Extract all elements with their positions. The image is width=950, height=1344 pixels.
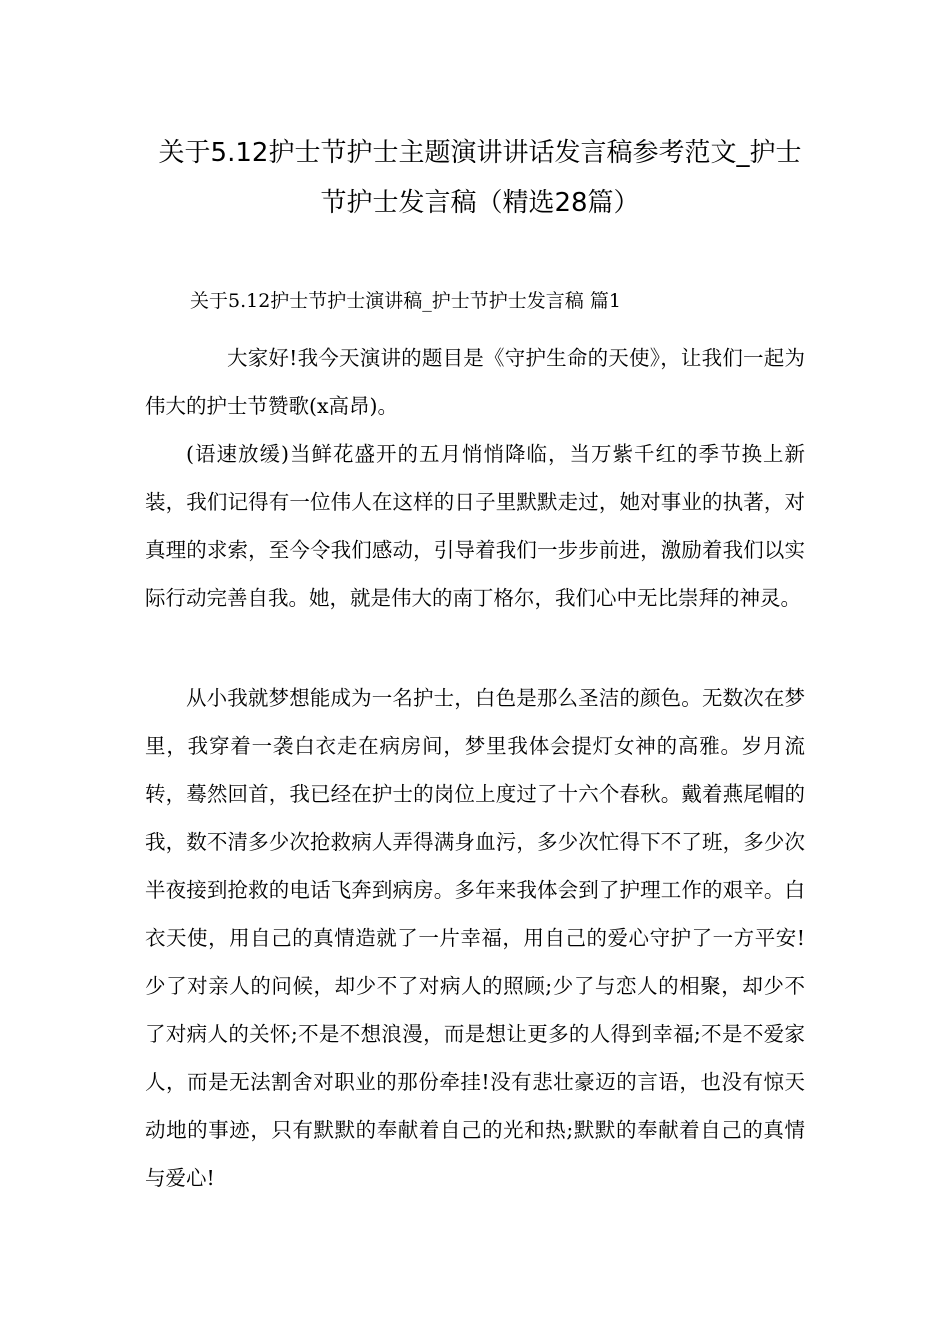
paragraph: 大家好!我今天演讲的题目是《守护生命的天使》，让我们一起为伟大的护士节赞歌(x高昂)。	[145, 346, 805, 418]
document-title: 关于5.12护士节护士主题演讲讲话发言稿参考范文_护士节护士发言稿（精选28篇）	[158, 138, 802, 218]
paragraph: (语速放缓)当鲜花盛开的五月悄悄降临，当万紫千红的季节换上新装，我们记得有一位伟人在这样的日子里默默走过，她对事业的执著，对真理的求索，至今令我们感动，引导着我们一步步前进，激励着我们以实际行动完善自我。她，就是伟大的南丁格尔，我们心中无比崇拜的神灵。	[145, 442, 805, 610]
section-heading: 关于5.12护士节护士演讲稿_护士节护士发言稿 篇1	[190, 290, 621, 312]
paragraph: 从小我就梦想能成为一名护士，白色是那么圣洁的颜色。无数次在梦里，我穿着一袭白衣走在病房间，梦里我体会提灯女神的高雅。岁月流转，蓦然回首，我已经在护士的岗位上度过了十六个春秋。戴着燕尾帽的我，数不清多少次抢救病人弄得满身血污，多少次忙得下不了班，多少次半夜接到抢救的电话飞奔到病房。多年来我体会到了护理工作的艰辛。白衣天使，用自己的真情造就了一片幸福，用自己的爱心守护了一方平安!少了对亲人的问候，却少不了对病人的照顾;少了与恋人的相聚，却少不了对病人的关怀;不是不想浪漫，而是想让更多的人得到幸福;不是不爱家人，而是无法割舍对职业的那份牵挂!没有悲壮豪迈的言语，也没有惊天动地的事迹，只有默默的奉献着自己的光和热;默默的奉献着自己的真情与爱心!	[145, 686, 805, 1190]
